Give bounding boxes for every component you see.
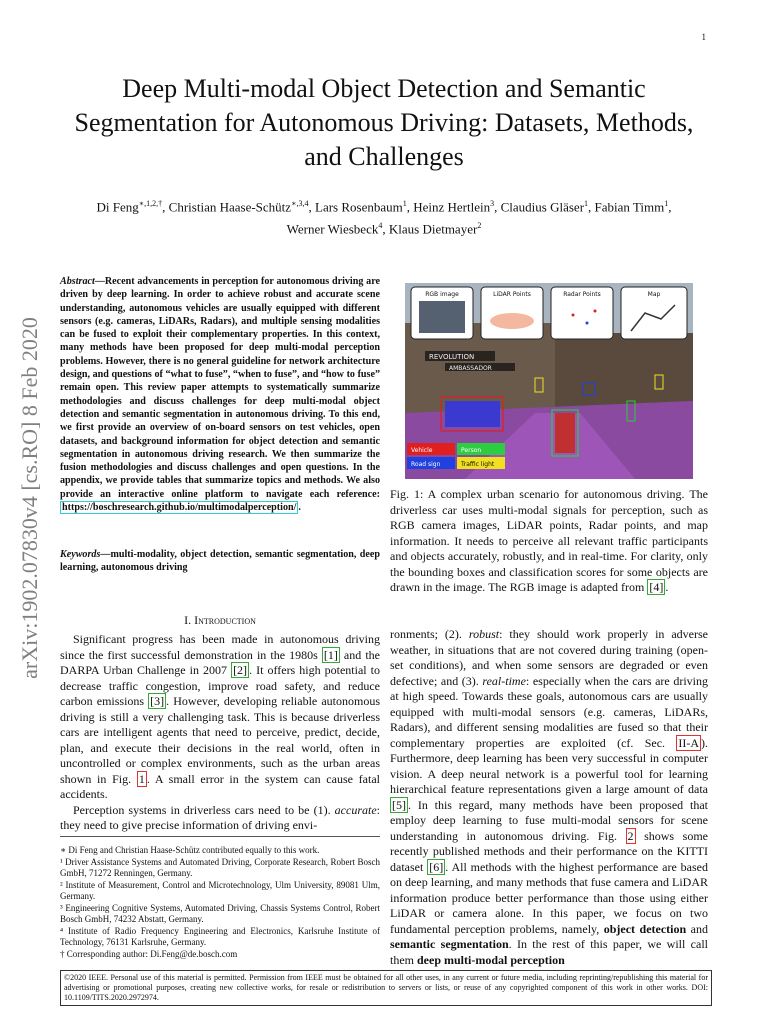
abstract — [60, 275, 380, 514]
author-affiliation: 1 — [664, 199, 669, 208]
text-run: and — [686, 921, 708, 936]
text-run: : especially when the cars are driving at high speed. Towards these goals, autonomous cars are usually equipped with multi-modal sensors (e.g. cameras, LiDARs, Radars), and different sensing modalities are fused so that their complementary properties are exploited (cf. Sec. — [390, 673, 709, 750]
intro-paragraph-1 — [60, 632, 380, 803]
footnote: ³ Engineering Cognitive Systems, Automated Driving, Chassis Systems Control, Robert Bosch GmbH, 74232 Abstatt, Germany. — [60, 902, 380, 924]
text-run: : they should work properly in adverse weather, in situations that are not covered during training (open-set conditions), and when some sensors are degraded or even defective; and (3). — [390, 627, 708, 688]
author: Fabian Timm — [594, 199, 665, 215]
footnote: ∗ Di Feng and Christian Haase-Schütz contributed equally to this work. — [60, 845, 320, 855]
text-run: . In this regard, many methods have been proposed that employ deep learning to fuse multi-modal sensors for scene understanding in autonomous driving. Fig. — [390, 797, 708, 843]
footnote: † Corresponding author: Di.Feng@de.bosch.com — [60, 948, 238, 959]
text-run: ). Furthermore, deep learning has been very successful in computer vision. A deep neural network is a powerful tool for learning hierarchical feature representations given a large amount of data — [390, 735, 708, 796]
keywords-label: Keywords — [60, 549, 101, 560]
intro-paragraph-2 — [60, 803, 380, 834]
legend-traffic-light: Traffic light — [461, 461, 495, 468]
emphasis: robust — [468, 627, 500, 641]
abstract-end: . — [298, 502, 301, 514]
author-affiliation: 4 — [378, 221, 383, 231]
text-run: : they need to give precise information of driving envi- — [60, 802, 380, 832]
rgb-panel-label: RGB image — [425, 291, 459, 298]
shop-sign-1-text: REVOLUTION — [429, 353, 475, 361]
citation-link[interactable]: [2] — [233, 663, 248, 677]
author: Werner Wiesbeck — [286, 221, 379, 237]
footnote: ⁴ Institute of Radio Frequency Engineering and Electronics, Karlsruhe Institute of Technology, 76131 Karlsruhe, Germany. — [60, 925, 380, 947]
citation-link[interactable]: [6] — [429, 859, 444, 874]
footnotes — [60, 836, 380, 960]
footnote: ² Institute of Measurement, Control and Microtechnology, Ulm University, 89081 Ulm, Germany. — [60, 879, 380, 901]
building-right — [555, 333, 693, 413]
citation-link[interactable]: [5] — [392, 797, 406, 812]
person-shape — [555, 413, 575, 453]
scene-illustration — [405, 283, 693, 479]
figure-1-urban-scene — [405, 283, 693, 479]
author: Christian Haase-Schütz — [168, 199, 292, 215]
rgb-thumbnail — [419, 301, 465, 333]
text-run: . All methods with the highest performance are based on deep learning, and many methods that fuse camera and LiDAR information produce better performance than those using either LiDAR or camera alone. In this paper, we focus on two fundamental perception problems, namely, — [390, 859, 708, 936]
author-line-2: Werner Wiesbeck$^4$, Klaus Dietmayer$^2$ — [286, 221, 482, 237]
abstract-label: Abstract — [60, 276, 95, 287]
radar-panel-label: Radar Points — [563, 291, 601, 298]
shop-sign-2-text: AMBASSADOR — [449, 365, 492, 372]
text-run: . It offers high potential to decrease traffic congestion, improve road safety, and reduce carbon emissions — [60, 663, 380, 708]
section-title: Introduction — [194, 613, 256, 627]
section-heading — [60, 613, 380, 628]
caption-text: Fig. 1: A complex urban scenario for autonomous driving. The driverless car uses multi-modal signals for perception, such as RGB camera images, LiDAR points, Radar points, and map information. It needs to perceive all relevant traffic participants and objects accurately, robustly, and in real-time. For clarity, only the bounding boxes and classification scores for some objects are drawn in the image. The RGB image is adapted from — [390, 487, 708, 594]
vehicle-shape — [445, 401, 500, 427]
figure-link[interactable]: 1 — [138, 771, 145, 786]
text-run: ronments; (2). — [390, 627, 469, 641]
author: Lars Rosenbaum — [315, 199, 403, 215]
figure-link[interactable]: 2 — [627, 828, 634, 843]
page-number: 1 — [701, 32, 706, 42]
abstract-text: —Recent advancements in perception for autonomous driving are driven by deep learning. In order to achieve robust and accurate scene understanding, autonomous vehicles are usually equipped with different sensors (e.g. cameras, LiDARs, Radars), and multiple sensing modalities can be fused to exploit their complementary properties. In this context, many methods have been proposed for deep multi-modal perception problems. However, there is no general guideline for network architecture design, and questions of “what to fuse”, “when to fuse”, and “how to fuse” remain open. This review paper attempts to systematically summarize methodologies and discuss challenges for deep multi-modal object detection and semantic segmentation in autonomous driving. To this end, we first provide an overview of on-board sensors on test vehicles, open datasets, and background information for object detection and semantic segmentation in autonomous driving research. We then summarize the fusion methodologies and discuss challenges and open questions. In the appendix, we provide tables that summarize topics and methods. We also provide an interactive online platform to navigate each reference: — [60, 276, 380, 500]
author-affiliation: 1 — [402, 199, 407, 208]
section-link[interactable]: II-A — [678, 735, 699, 750]
keywords — [60, 548, 380, 575]
author-line-1: Di Feng$^{∗,1,2,\dagger}$, Christian Haase-Schütz$^{∗,3,4}$, Lars Rosenbaum$^1$, Heinz Hertlein$^3$, Claudius Gläser$^1$, Fabian Timm$^1$, — [96, 199, 672, 215]
text-run: . In the rest of this paper, we will call them — [390, 937, 708, 967]
author-affiliation: 3 — [490, 199, 495, 208]
citation-link[interactable]: [1] — [323, 647, 338, 662]
copyright-notice: ©2020 IEEE. Personal use of this material is permitted. Permission from IEEE must be obtained for all other uses, in any current or future media, including reprinting/republishing this material for advertising or promotional purposes, creating new collective works, for resale or redistribution to servers or lists, or reuse of any copyrighted component of this work in other works. DOI: 10.1109/TITS.2020.2972974. — [60, 970, 712, 1006]
keywords-text: —multi-modality, object detection, semantic segmentation, deep learning, autonomous driving — [60, 549, 380, 574]
arxiv-stamp — [8, 278, 52, 718]
author-affiliation: ∗,3,4 — [291, 199, 309, 208]
author: Claudius Gläser — [500, 199, 585, 215]
author: Klaus Dietmayer — [388, 221, 478, 237]
text-run: and the DARPA Urban Challenge in 2007 — [60, 647, 380, 677]
radar-point — [572, 314, 575, 317]
bold-term: object detection — [603, 921, 687, 936]
paper-title: Deep Multi-modal Object Detection and Semantic Segmentation for Autonomous Driving: Datasets, Methods, and Challenges — [74, 74, 694, 171]
emphasis: real-time — [482, 673, 526, 688]
figure-caption — [390, 487, 708, 596]
legend-vehicle: Vehicle — [411, 447, 433, 454]
section-number: I. — [184, 613, 192, 627]
text-run: . However, developing reliable autonomous driving is still a very challenging task. This is because driverless cars are intelligent agents that need to perceive, predict, decide, plan, and execute their decisions in the real world, often in uncontrolled or complex environments, such as the urban areas shown in Fig. — [60, 694, 380, 786]
arxiv-stamp-text: arXiv:1902.07830v4 [cs.RO] 8 Feb 2020 — [17, 317, 42, 679]
text-run: . A small error in the system can cause fatal accidents. — [60, 771, 380, 801]
bold-term: deep multi-modal perception — [417, 952, 565, 967]
project-link[interactable]: https://boschresearch.github.io/multimodalperception/ — [62, 502, 297, 514]
text-run: Significant progress has been made in autonomous driving since the first successful demonstration in the 1980s — [60, 632, 380, 662]
intro-text — [60, 632, 380, 834]
text-run: shows some recently published methods and their performance on the KITTI dataset — [390, 828, 708, 874]
footnote: ¹ Driver Assistance Systems and Automated Driving, Corporate Research, Robert Bosch GmbH, 71272 Renningen, Germany. — [60, 856, 380, 878]
legend-person: Person — [461, 447, 482, 454]
author: Di Feng — [96, 199, 139, 215]
radar-point — [594, 310, 597, 313]
map-panel-label: Map — [647, 291, 661, 298]
author-affiliation: 2 — [477, 221, 482, 231]
legend-road-sign: Road sign — [411, 461, 441, 468]
lidar-panel-label: LiDAR Points — [493, 291, 531, 298]
author-affiliation: 1 — [584, 199, 589, 208]
bold-term: semantic segmentation — [390, 937, 509, 951]
radar-point — [586, 322, 589, 325]
author-list — [60, 194, 708, 239]
emphasis: accurate — [334, 802, 377, 817]
caption-end: . — [665, 580, 669, 594]
author: Heinz Hertlein — [413, 199, 491, 215]
author-affiliation: ∗,1,2,† — [138, 199, 163, 208]
citation-link[interactable]: [3] — [150, 694, 165, 708]
citation-link[interactable]: [4] — [649, 580, 664, 594]
text-run: Perception systems in driverless cars need to be (1). — [73, 802, 335, 817]
right-column-text — [390, 627, 708, 968]
lidar-points — [490, 313, 534, 329]
